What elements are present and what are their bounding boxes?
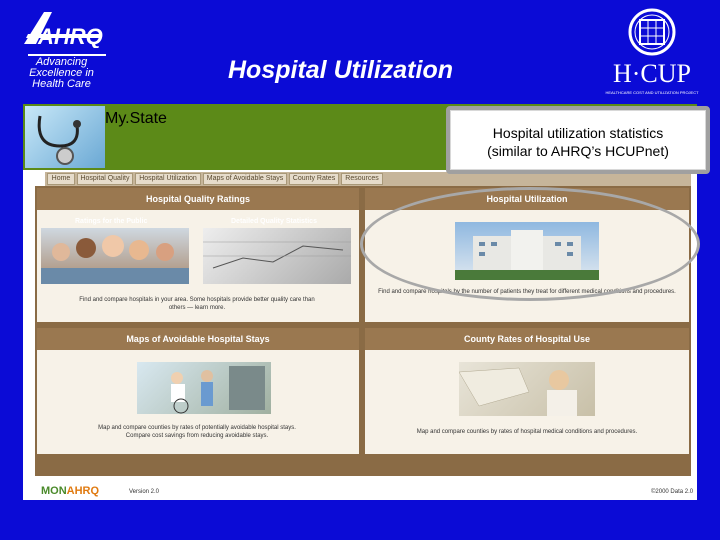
patient-wheelchair-photo (137, 362, 271, 414)
tab-home[interactable]: Home (47, 173, 75, 185)
tagline-line: Excellence in (29, 67, 94, 79)
tab-maps-avoidable-stays[interactable]: Maps of Avoidable Stays (203, 173, 287, 185)
callout-line: (similar to AHRQ’s HCUPnet) (487, 143, 669, 159)
nav-bar (45, 172, 691, 186)
tab-county-rates[interactable]: County Rates (289, 173, 339, 185)
card-title: County Rates of Hospital Use (365, 328, 689, 350)
people-photo (41, 228, 189, 284)
monahrq-logo: MONAHRQ (41, 485, 100, 497)
card-description: Find and compare hospitals by the number of patients they treat for different medical conditions and procedures. (378, 289, 676, 295)
card-title: Hospital Quality Ratings (37, 188, 359, 210)
tab-hospital-quality[interactable]: Hospital Quality (77, 173, 133, 185)
highlight-ellipse (360, 187, 700, 301)
stethoscope-image (25, 106, 105, 168)
chart-photo (203, 228, 351, 284)
footer (23, 476, 697, 500)
hcup-logo-text: H·CUP (612, 59, 692, 88)
ahrq-logo-text: AHRQ (38, 24, 103, 48)
hcup-logo (600, 6, 704, 98)
version-label: Version 2.0 (129, 489, 160, 495)
card-title: Maps of Avoidable Hospital Stays (37, 328, 359, 350)
copyright-label: ©2000 Data 2.0 (651, 489, 694, 495)
tagline-line: Advancing (35, 56, 88, 68)
card-county-rates[interactable] (365, 328, 689, 454)
tagline-line: Health Care (32, 78, 91, 90)
card-description: Map and compare counties by rates of hospital medical conditions and procedures. (416, 429, 638, 435)
app-title: My.State (105, 110, 167, 127)
callout-box (446, 106, 710, 174)
tab-resources[interactable]: Resources (341, 173, 383, 185)
card-subtitle: Detailed Quality Statistics (231, 218, 317, 225)
card-subtitle: Ratings for the Public (75, 218, 148, 225)
tab-hospital-utilization[interactable]: Hospital Utilization (135, 173, 201, 185)
card-description: Map and compare counties by rates of potentially avoidable hospital stays. Compare cost savings from reducing avoidable stays. (98, 425, 296, 439)
card-avoidable-stays[interactable] (37, 328, 359, 454)
card-description: Find and compare hospitals in your area. Some hospitals provide better quality care than others — learn more. (79, 297, 315, 311)
callout-line: Hospital utilization statistics (492, 125, 664, 141)
map-reading-photo (459, 362, 595, 416)
slide-title: Hospital Utilization (228, 56, 453, 84)
hcup-subtitle: HEALTHCARE COST AND UTILIZATION PROJECT (605, 90, 699, 95)
card-title: Hospital Utilization (365, 188, 689, 210)
card-hospital-quality[interactable] (37, 188, 359, 322)
tagline (14, 57, 109, 90)
ahrq-logo (18, 8, 108, 48)
